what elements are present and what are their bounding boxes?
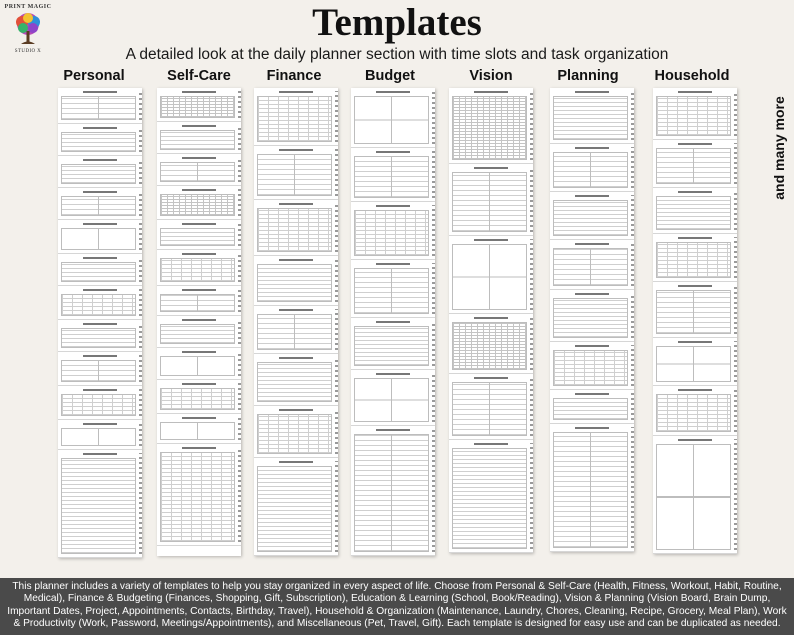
- page-title: Templates: [312, 1, 482, 44]
- template-page: [550, 390, 634, 424]
- template-page: [157, 220, 241, 250]
- template-page: [58, 188, 142, 220]
- category-label: Finance: [266, 68, 322, 84]
- template-page: [58, 320, 142, 352]
- template-page: [157, 250, 241, 286]
- template-strip-personal: [58, 88, 142, 558]
- footer-description: This planner includes a variety of templates to help you stay organized in every aspect of life. Choose from Personal & Self-Care (Health, Fitness, Workout, Habit, Routine, Medical), Finance & Budgeting (Finances, Shopping, Gift, Subscription), Education & Learning (School, Book/Reading), Vision & Planning (Vision Board, Brain Dump, Important Dates, Project, Appointments, Contacts, Birthday, Travel), Household & Organization (Maintenance, Laundry, Chores, Cleaning, Recipe, Grocery, Meal Plan), Work & Productivity (Work, Password, Meetings/Appointments), and Miscellaneous (Pet, Travel, Gift). Each template is designed for easy use and can be duplicated as needed.: [0, 578, 794, 635]
- template-page: [157, 122, 241, 154]
- template-page: [449, 164, 533, 236]
- template-page: [550, 192, 634, 240]
- template-strip-planning: [550, 88, 634, 552]
- template-page: [653, 436, 737, 554]
- template-page: [351, 370, 435, 426]
- template-page: [550, 424, 634, 552]
- template-page: [254, 88, 338, 146]
- template-page: [157, 348, 241, 380]
- template-page: [653, 188, 737, 234]
- template-page: [157, 154, 241, 186]
- category-label: Self-Care: [167, 68, 231, 84]
- template-strip-household: [653, 88, 737, 554]
- template-page: [449, 440, 533, 553]
- template-page: [58, 220, 142, 254]
- template-page: [254, 306, 338, 354]
- template-page: [157, 316, 241, 348]
- page-subtitle: A detailed look at the daily planner section with time slots and task organization: [125, 46, 669, 63]
- template-page: [550, 144, 634, 192]
- template-page: [653, 88, 737, 140]
- template-page: [550, 88, 634, 144]
- template-page: [157, 444, 241, 546]
- category-header-vision: [445, 66, 537, 86]
- brand-name-bottom: STUDIO X: [14, 49, 42, 54]
- template-strip-vision: [449, 88, 533, 553]
- template-page: [58, 386, 142, 420]
- template-page: [351, 426, 435, 556]
- template-page: [157, 186, 241, 220]
- template-page: [351, 202, 435, 260]
- template-page: [254, 406, 338, 458]
- template-page: [58, 450, 142, 558]
- brand-name-top: PRINT MAGIC: [4, 4, 52, 10]
- template-page: [550, 290, 634, 342]
- template-page: [254, 256, 338, 306]
- template-page: [653, 282, 737, 338]
- category-header-personal: [48, 66, 140, 86]
- category-label: Household: [654, 68, 730, 84]
- template-page: [157, 286, 241, 316]
- template-page: [58, 254, 142, 286]
- category-header-budget: [344, 66, 436, 86]
- template-page: [58, 156, 142, 188]
- category-header-household: [646, 66, 738, 86]
- template-page: [351, 148, 435, 202]
- template-page: [550, 240, 634, 290]
- category-label: Planning: [557, 68, 619, 84]
- category-label: Vision: [469, 68, 513, 84]
- template-page: [653, 140, 737, 188]
- template-page: [449, 314, 533, 374]
- template-strip-budget: [351, 88, 435, 556]
- template-page: [351, 260, 435, 318]
- category-label: Budget: [365, 68, 415, 84]
- template-page: [351, 88, 435, 148]
- category-label: Personal: [63, 68, 125, 84]
- many-more-note: [768, 88, 790, 208]
- template-page: [254, 146, 338, 200]
- template-page: [550, 342, 634, 390]
- template-page: [58, 420, 142, 450]
- category-header-finance: [248, 66, 340, 86]
- many-more-label: and many more: [771, 96, 787, 200]
- template-page: [653, 234, 737, 282]
- template-page: [157, 380, 241, 414]
- category-header-planning: [542, 66, 634, 86]
- template-page: [254, 458, 338, 556]
- template-strip-finance: [254, 88, 338, 556]
- template-page: [157, 88, 241, 122]
- template-page: [58, 124, 142, 156]
- template-page: [157, 414, 241, 444]
- template-strip-self-care: [157, 88, 241, 556]
- template-page: [449, 374, 533, 440]
- template-page: [449, 236, 533, 314]
- template-page: [653, 386, 737, 436]
- template-page: [58, 286, 142, 320]
- category-header-self-care: [153, 66, 245, 86]
- template-page: [653, 338, 737, 386]
- template-page: [449, 88, 533, 164]
- template-page: [254, 354, 338, 406]
- template-page: [351, 318, 435, 370]
- template-page: [254, 200, 338, 256]
- template-page: [58, 352, 142, 386]
- template-page: [58, 88, 142, 124]
